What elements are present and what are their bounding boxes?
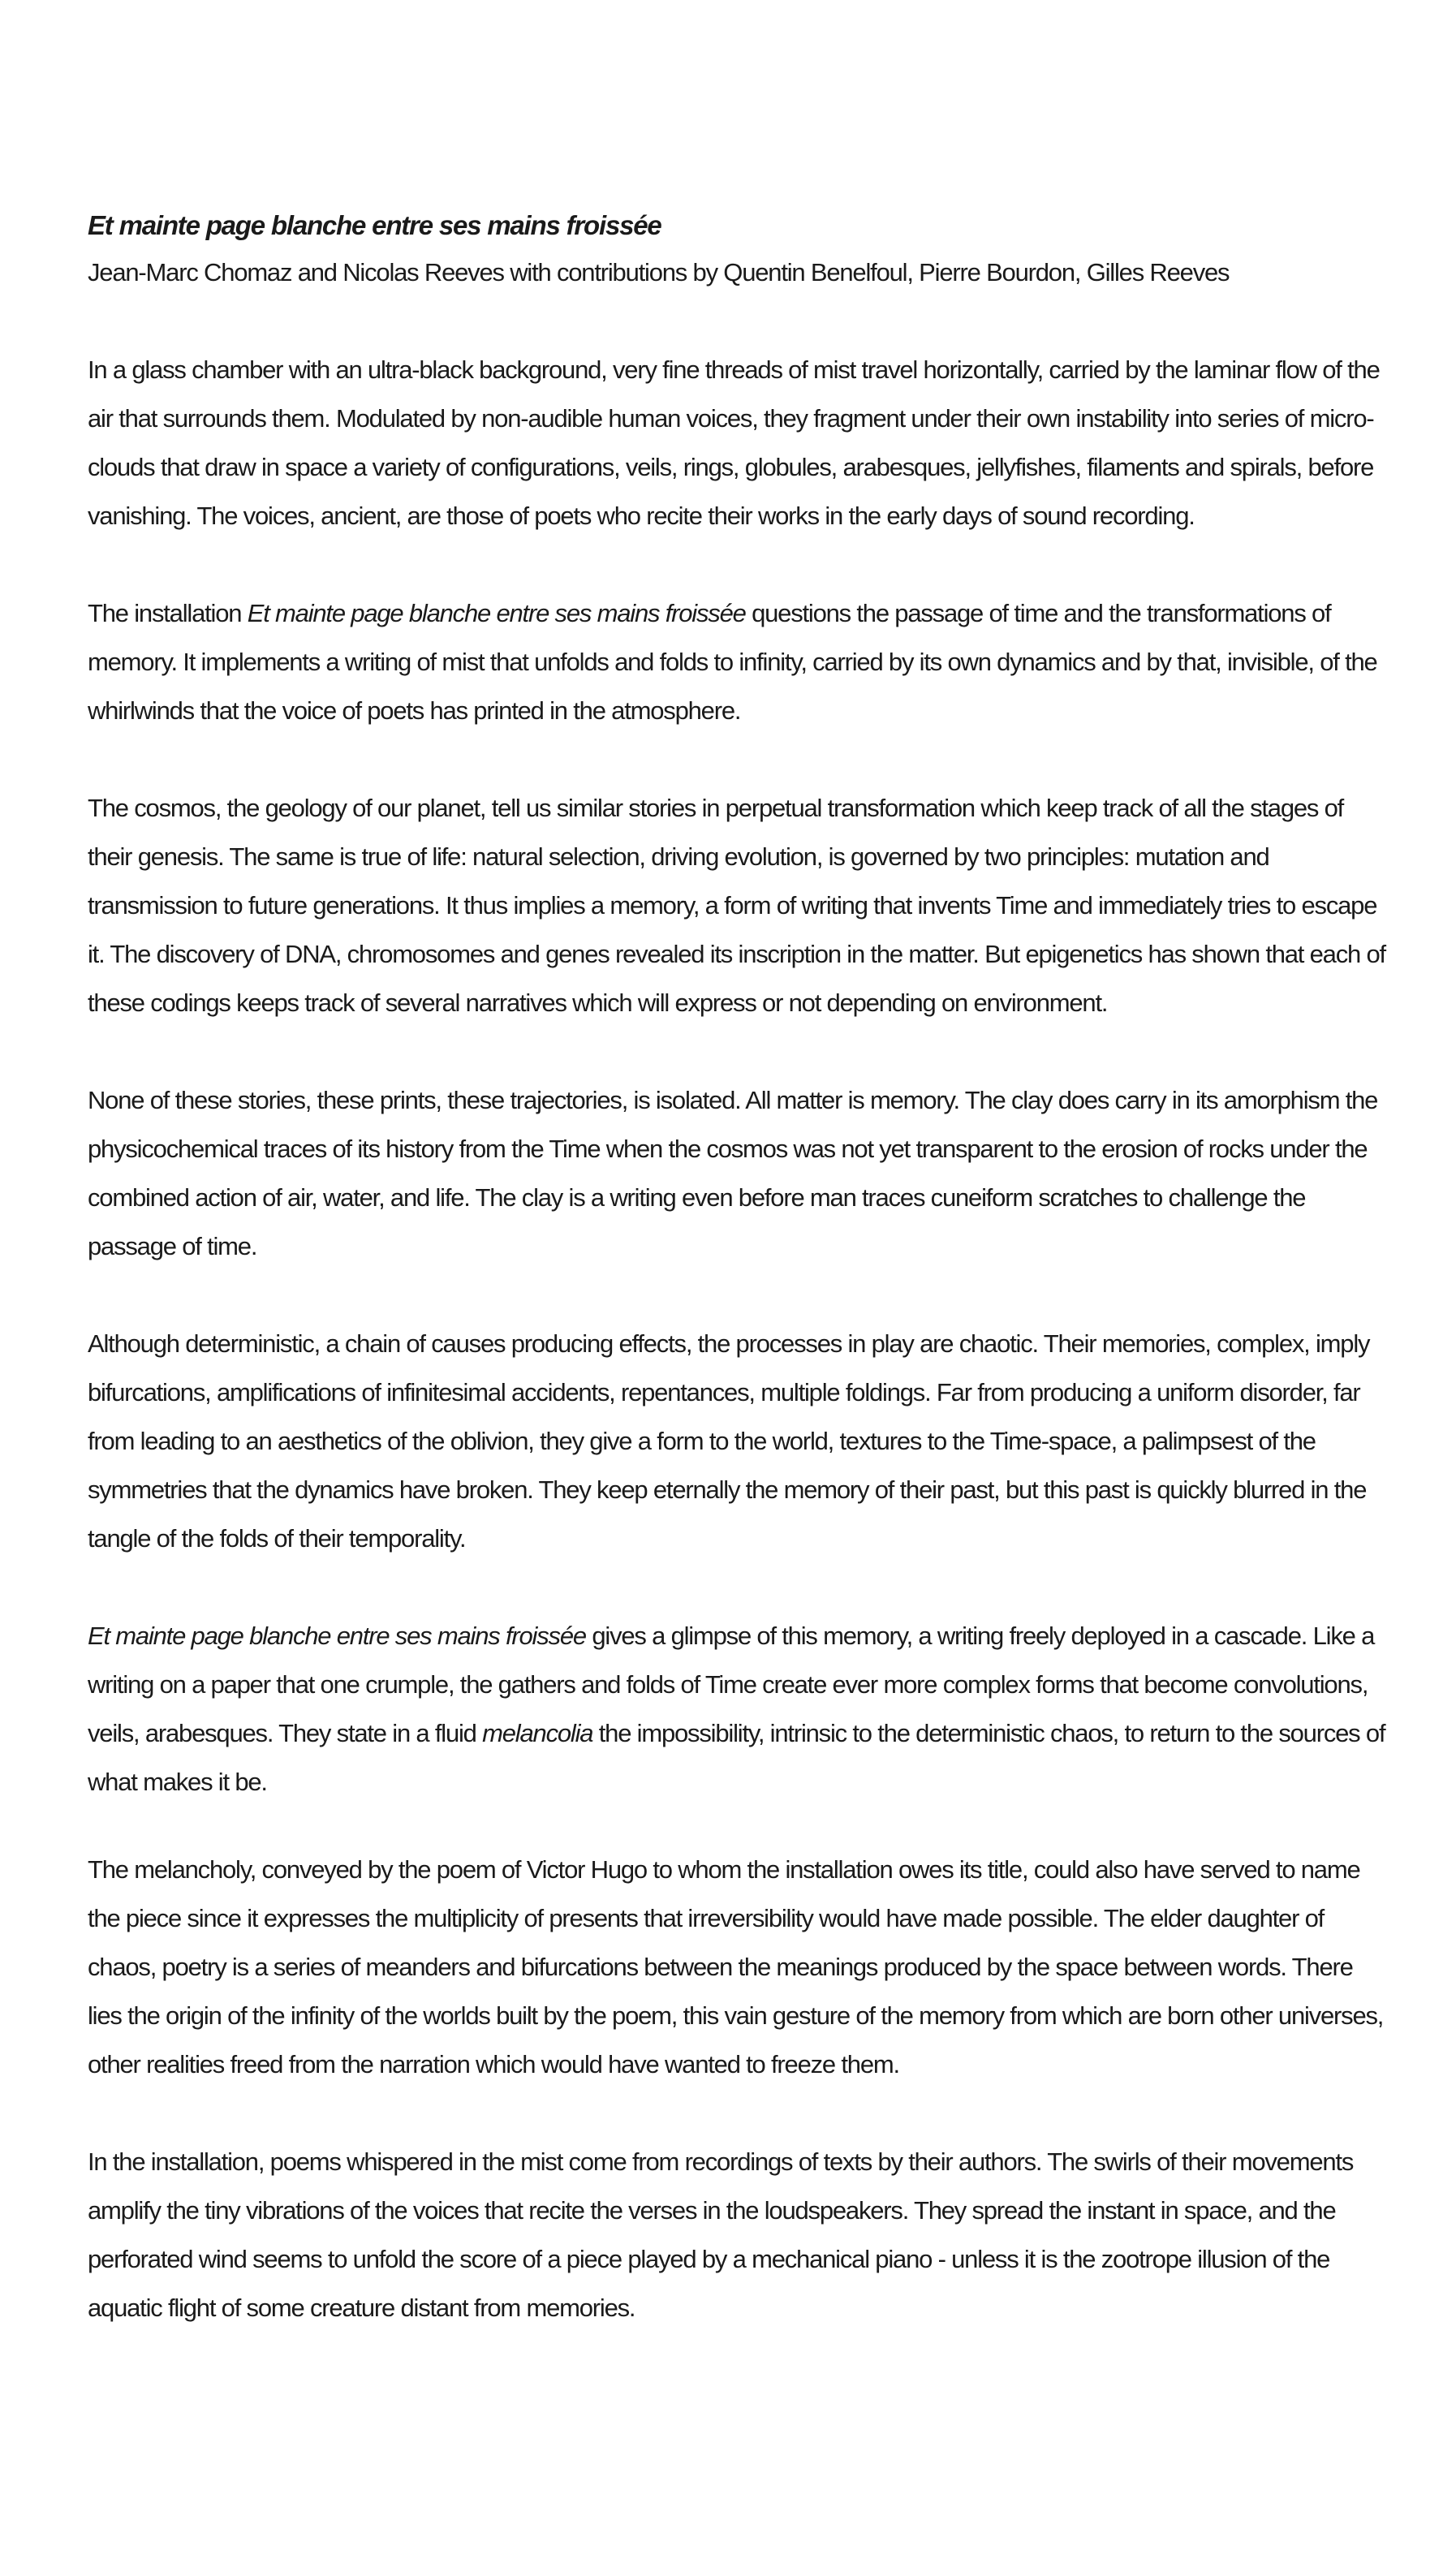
paragraph-2 — [88, 589, 1386, 735]
paragraph-6-text-b: the impossibility, intrinsic to the deterministic chaos, to return to the sources of what makes it be. — [88, 1719, 1385, 1796]
document-authors: Jean-Marc Chomaz and Nicolas Reeves with contributions by Quentin Benelfoul, Pierre Bourdon, Gilles Reeves — [88, 258, 1230, 286]
paragraph-8: In the installation, poems whispered in the mist come from recordings of texts by their authors. The swirls of their movements amplify the tiny vibrations of the voices that recite the verses in the loudspeakers. They spread the instant in space, and the perforated wind seems to unfold the score of a piece played by a mechanical piano - unless it is the zootrope illusion of the aquatic flight of some creature distant from memories. — [88, 2147, 1354, 2322]
paragraph-6-text-a: gives a glimpse of this memory, a writing freely deployed in a cascade. Like a writing on a paper that one crumple, the gathers and folds of Time create ever more complex forms that become convolutions, veils, arabesques. They state in a fluid — [88, 1622, 1375, 1747]
paragraph-6-italic-title: Et mainte page blanche entre ses mains froissée — [88, 1622, 586, 1650]
document-title: Et mainte page blanche entre ses mains froissée — [88, 210, 661, 240]
document-page — [88, 203, 1386, 2381]
paragraph-2-italic-title: Et mainte page blanche entre ses mains froissée — [247, 599, 746, 627]
paragraph-5: Although deterministic, a chain of causes producing effects, the processes in play are chaotic. Their memories, complex, imply bifurcations, amplifications of infinitesimal accidents, repentances, multiple foldings. Far from producing a uniform disorder, far from leading to an aesthetics of the oblivion, they give a form to the world, textures to the Time-space, a palimpsest of the symmetries that the dynamics have broken. They keep eternally the memory of their past, but this past is quickly blurred in the tangle of the folds of their temporality. — [88, 1329, 1370, 1553]
paragraph-3: The cosmos, the geology of our planet, tell us similar stories in perpetual transformation which keep track of all the stages of their genesis. The same is true of life: natural selection, driving evolution, is governed by two principles: mutation and transmission to future generations. It thus implies a memory, a form of writing that invents Time and immediately tries to escape it. The discovery of DNA, chromosomes and genes revealed its inscription in the matter. But epigenetics has shown that each of these codings keeps track of several narratives which will express or not depending on environment. — [88, 794, 1385, 1017]
paragraph-4: None of these stories, these prints, these trajectories, is isolated. All matter is memory. The clay does carry in its amorphism the physicochemical traces of its history from the Time when the cosmos was not yet transparent to the erosion of rocks under the combined action of air, water, and life. The clay is a writing even before man traces cuneiform scratches to challenge the passage of time. — [88, 1086, 1378, 1260]
paragraph-7: The melancholy, conveyed by the poem of Victor Hugo to whom the installation owes its title, could also have served to name the piece since it expresses the multiplicity of presents that irreversibility would have made possible. The elder daughter of chaos, poetry is a series of meanders and bifurcations between the meanings produced by the space between words. There lies the origin of the infinity of the worlds built by the poem, this vain gesture of the memory from which are born other universes, other realities freed from the narration which would have wanted to freeze them. — [88, 1855, 1384, 2078]
paragraph-2-text-a: The installation — [88, 599, 248, 627]
paragraph-6-italic-melancolia: melancolia — [482, 1719, 593, 1747]
paragraph-1: In a glass chamber with an ultra-black background, very fine threads of mist travel horizontally, carried by the laminar flow of the air that surrounds them. Modulated by non-audible human voices, they fragment under their own instability into series of micro-clouds that draw in space a variety of configurations, veils, rings, globules, arabesques, jellyfishes, filaments and spirals, before vanishing. The voices, ancient, are those of poets who recite their works in the early days of sound recording. — [88, 355, 1380, 530]
paragraph-2-text-b: questions the passage of time and the transformations of memory. It implements a writing of mist that unfolds and folds to infinity, carried by its own dynamics and by that, invisible, of the whirlwinds that the voice of poets has printed in the atmosphere. — [88, 599, 1377, 725]
paragraph-6 — [88, 1612, 1386, 1807]
